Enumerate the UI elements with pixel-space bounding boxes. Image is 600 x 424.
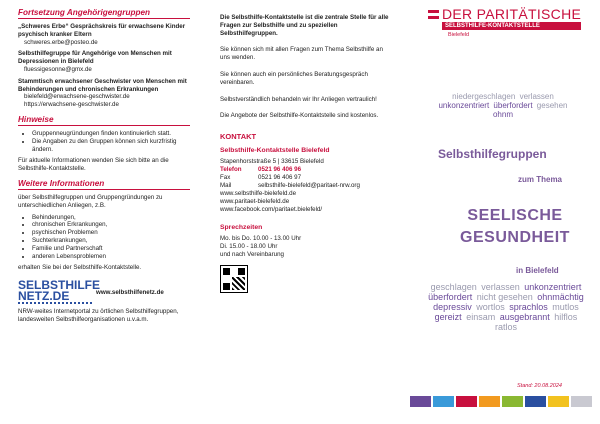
list-item: • Familie und Partnerschaft <box>32 245 190 253</box>
word-cloud-top: niedergeschlagen verlassen unkonzentriert überfordert gesehen ohnm <box>438 92 568 119</box>
list-item: • psychischen Problemen <box>32 229 190 237</box>
list-item: • Die Angaben zu den Gruppen können sich kurzfristig ändern. <box>32 138 190 154</box>
selbsthilfenetz-logo: SELBSTHILFE NETZ.DE <box>18 278 101 304</box>
info-paragraph: Sie können auch ein persönliches Beratungsgespräch vereinbaren. <box>220 70 368 86</box>
web-link[interactable]: www.selbsthilfe-bielefeld.de <box>220 190 297 198</box>
facebook-link[interactable]: www.facebook.com/paritaet.bielefeld/ <box>220 206 323 214</box>
color-bar <box>502 396 523 407</box>
sprechzeit: und nach Vereinbarung <box>220 251 284 259</box>
word-cloud-bottom: geschlagen verlassen unkonzentriert überfordert nicht gesehen ohnmächtig depressiv wortlos sprachlos mutlos gereizt einsam ausgebrannt hilflos ratlos <box>428 282 584 332</box>
hinweise-note: Für aktuelle Informationen wenden Sie sich bitte an die Selbsthilfe-Kontaktstelle. <box>18 157 169 173</box>
kontakt-heading: KONTAKT <box>220 132 257 142</box>
mail-link[interactable]: selbsthilfe-bielefeld@paritaet-nrw.org <box>258 182 360 190</box>
group-email[interactable]: bielefeld@erwachsene-geschwister.de <box>24 93 130 101</box>
info-paragraph: Sie können sich mit allen Fragen zum Thema Selbsthilfe an uns wenden. <box>220 46 383 62</box>
stand-date: Stand: 20.08.2024 <box>517 383 562 389</box>
middle-panel <box>200 0 400 424</box>
weitere-outro: erhalten Sie bei der Selbsthilfe-Kontaktstelle. <box>18 264 142 272</box>
weitere-heading: Weitere Informationen <box>18 179 190 190</box>
phone-value[interactable]: 0521 96 406 96 <box>258 166 302 174</box>
color-bar <box>456 396 477 407</box>
weitere-intro: über Selbsthilfegruppen und Gruppengründungen zu unterschiedlichen Anliegen, z.B. <box>18 193 163 209</box>
group-entry: Stammtisch erwachsener Geschwister von Menschen mit Behinderungen und chronischen Erkrankungen bielefeld@erwachsene-geschwister.de https://erwachsene-geschwister.de <box>18 77 187 109</box>
color-bar <box>479 396 500 407</box>
hinweise-list <box>18 130 190 153</box>
selbsthilfenetz-link[interactable]: www.selbsthilfenetz.de <box>96 288 164 296</box>
hinweise-heading: Hinweise <box>18 115 190 126</box>
intro-lead: Die Selbsthilfe-Kontaktstelle ist die zentrale Stelle für alle Fragen zur Selbsthilfe und zu speziellen Selbsthilfegruppen. <box>220 14 389 37</box>
list-item: • chronischen Erkrankungen, <box>32 221 190 229</box>
equal-sign-icon <box>428 10 439 19</box>
cover-panel <box>400 0 600 424</box>
web-link[interactable]: www.paritaet-bielefeld.de <box>220 198 290 206</box>
color-bar <box>525 396 546 407</box>
left-panel <box>0 0 200 424</box>
address: Stapenhorststraße 5 | 33615 Bielefeld <box>220 158 324 166</box>
phone-row: Telefon 0521 96 406 96 <box>220 166 302 174</box>
list-item: • Gruppenneugründungen finden kontinuierlich statt. <box>32 130 190 138</box>
color-bar <box>571 396 592 407</box>
group-url[interactable]: https://erwachsene-geschwister.de <box>24 101 119 109</box>
sprechzeit: Di. 15.00 - 18.00 Uhr <box>220 243 278 251</box>
color-bar <box>433 396 454 407</box>
list-item: • anderen Lebensproblemen <box>32 253 190 261</box>
group-entry: Selbsthilfegruppe für Angehörige von Menschen mit Depressionen in Bielefeld fluessigesonne@gmx.de <box>18 50 172 73</box>
info-paragraph: Die Angebote der Selbsthilfe-Kontaktstelle sind kostenlos. <box>220 112 379 120</box>
info-paragraph: Selbstverständlich behandeln wir Ihr Anliegen vertraulich! <box>220 95 377 103</box>
color-bar <box>548 396 569 407</box>
fax-row: Fax 0521 96 406 97 <box>220 174 302 182</box>
weitere-list <box>18 214 190 261</box>
list-item: • Behinderungen, <box>32 214 190 222</box>
sprechzeiten-heading: Sprechzeiten <box>220 224 263 232</box>
list-item: • Suchterkrankungen, <box>32 237 190 245</box>
paritaetische-logo: DER PARITÄTISCHE SELBSTHILFE-KONTAKTSTELLE Bielefeld <box>428 6 581 38</box>
qr-code-icon[interactable] <box>220 265 248 293</box>
fortsetzung-heading: Fortsetzung Angehörigengruppen <box>18 8 190 19</box>
cover-location: in Bielefeld <box>516 266 559 275</box>
group-email[interactable]: schweres.erbe@posteo.de <box>24 38 98 46</box>
group-email[interactable]: fluessigesonne@gmx.de <box>24 65 92 73</box>
mail-row: Mail selbsthilfe-bielefeld@paritaet-nrw.org <box>220 182 360 190</box>
cover-subtitle: zum Thema <box>518 175 563 184</box>
cover-title: Selbsthilfegruppen <box>438 147 547 161</box>
fax-value: 0521 96 406 97 <box>258 174 302 182</box>
color-bar <box>410 396 431 407</box>
sprechzeit: Mo. bis Do. 10.00 - 13.00 Uhr <box>220 235 302 243</box>
color-bar-strip <box>410 396 594 407</box>
org-name: Selbsthilfe-Kontaktstelle Bielefeld <box>220 147 330 155</box>
selbsthilfenetz-desc: NRW-weites Internetportal zu örtlichen Selbsthilfegruppen, landesweiten Selbsthilfeorganisationen u.v.a.m. <box>18 308 179 323</box>
cover-main-title: SEELISCHE GESUNDHEIT <box>460 207 570 246</box>
group-entry: „Schweres Erbe“ Gesprächskreis für erwachsene Kinder psychisch kranker Eltern schweres.erbe@posteo.de <box>18 23 186 46</box>
selbsthilfenetz-logo-row <box>18 280 190 304</box>
